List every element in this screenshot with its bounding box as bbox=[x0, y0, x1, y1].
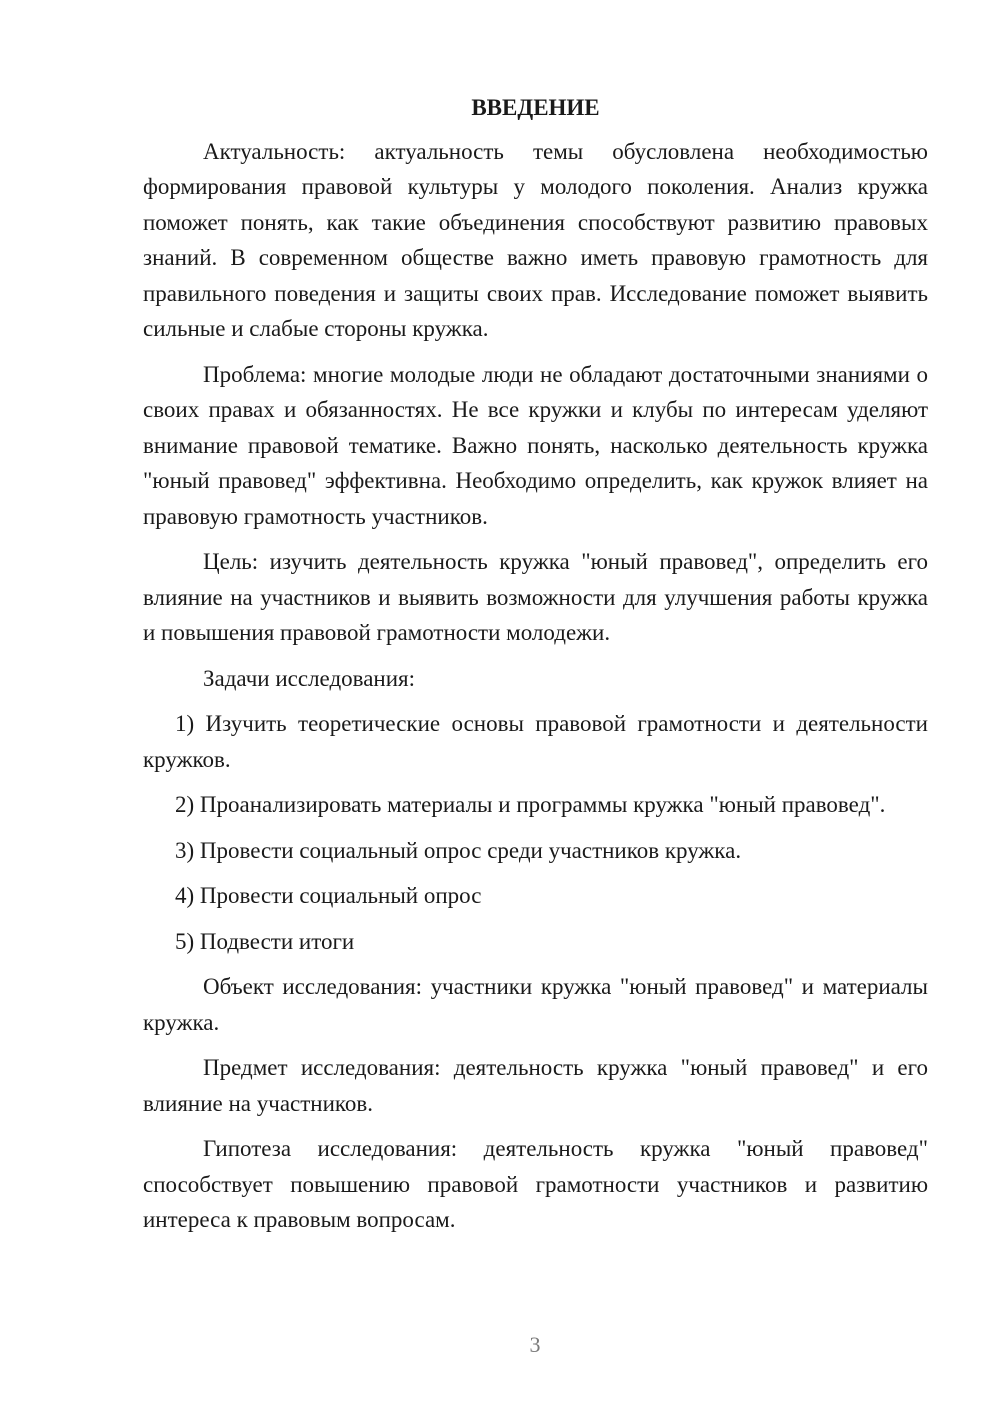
paragraph-object: Объект исследования: участники кружка "юный правовед" и материалы кружка. bbox=[143, 974, 928, 1035]
paragraph-hypothesis: Гипотеза исследования: деятельность кружка "юный правовед" способствует повышению правовой грамотности участников и развитию интереса к правовым вопросам. bbox=[143, 1136, 928, 1232]
paragraph-goal: Цель: изучить деятельность кружка "юный правовед", определить его влияние на участников и выявить возможности для улучшения работы кружка и повышения правовой грамотности молодежи. bbox=[143, 549, 928, 645]
paragraph-tasks-heading: Задачи исследования: bbox=[203, 665, 416, 691]
task-item-4: 4) Провести социальный опрос bbox=[175, 883, 482, 908]
paragraph-relevance: Актуальность: актуальность темы обусловлена необходимостью формирования правовой культуры у молодого поколения. Анализ кружка поможет понять, как такие объединения способствуют развитию правовых знаний. В современном обществе важно иметь правовую грамотность для правильного поведения и защиты своих прав. Исследование поможет выявить сильные и слабые стороны кружка. bbox=[143, 138, 928, 341]
section-title: ВВЕДЕНИЕ bbox=[471, 95, 600, 120]
task-item-2: 2) Проанализировать материалы и программы кружка "юный правовед". bbox=[175, 792, 886, 817]
page-number: 3 bbox=[529, 1332, 541, 1357]
task-item-1: 1) Изучить теоретические основы правовой грамотности и деятельности кружков. bbox=[143, 711, 928, 772]
task-item-3: 3) Провести социальный опрос среди участников кружка. bbox=[175, 837, 742, 863]
paragraph-problem: Проблема: многие молодые люди не обладают достаточными знаниями о своих правах и обязанностях. Не все кружки и клубы по интересам уделяют внимание правовой тематике. Важно понять, насколько деятельность кружка "юный правовед" эффективна. Необходимо определить, как кружок влияет на правовую грамотность участников. bbox=[143, 361, 928, 529]
paragraph-subject: Предмет исследования: деятельность кружка "юный правовед" и его влияние на участников. bbox=[143, 1055, 928, 1116]
document-page bbox=[143, 90, 928, 1238]
task-item-5: 5) Подвести итоги bbox=[175, 928, 355, 954]
